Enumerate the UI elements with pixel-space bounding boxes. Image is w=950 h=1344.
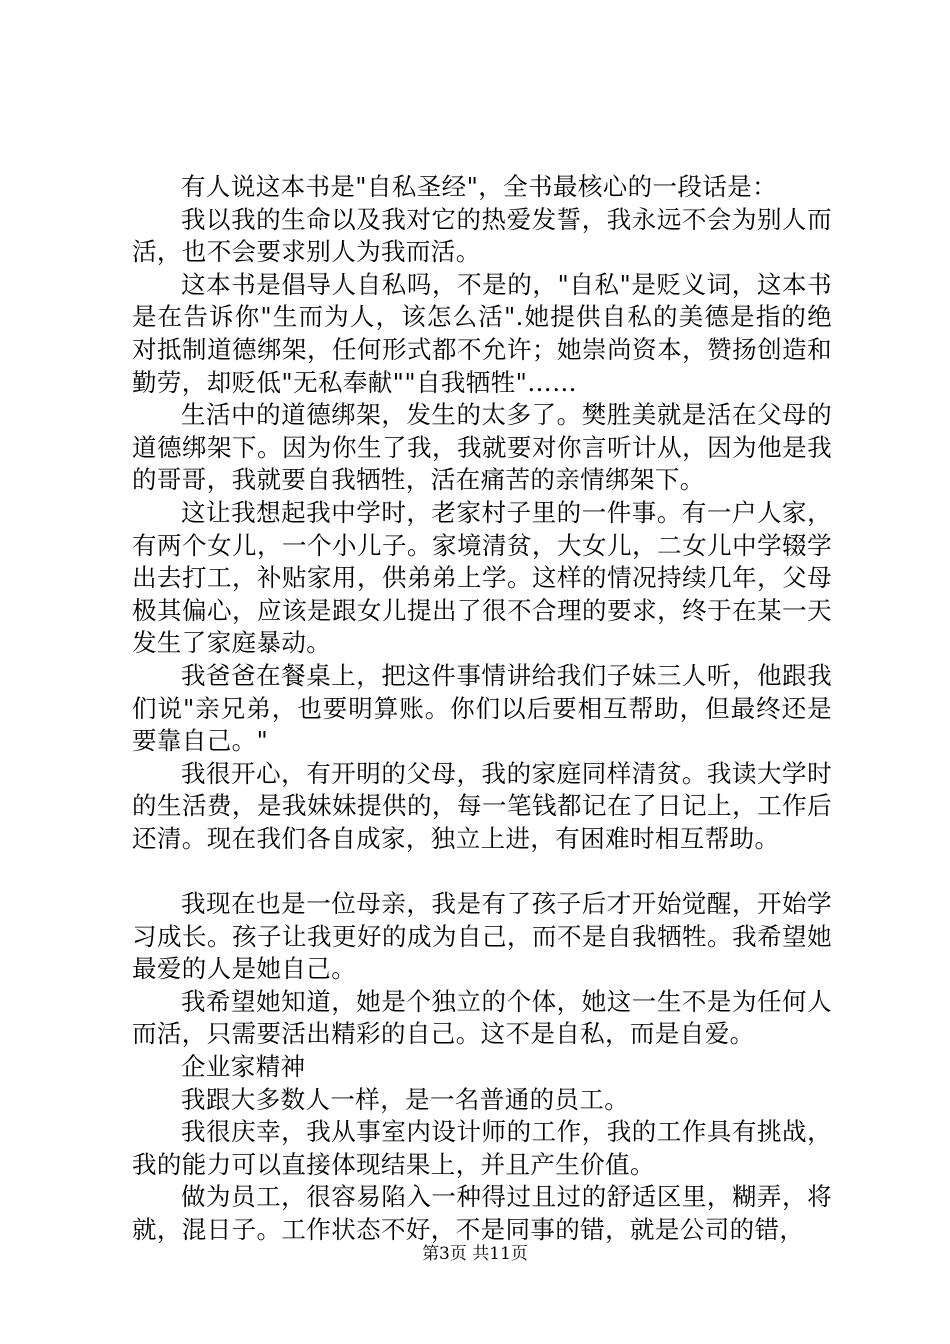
paragraph: 生活中的道德绑架，发生的太多了。樊胜美就是活在父母的道德绑架下。因为你生了我，我就要对你言听计从，因为他是我的哥哥，我就要自我牺牲，活在痛苦的亲情绑架下。 xyxy=(132,400,832,495)
paragraph: 有人说这本书是"自私圣经"，全书最核心的一段话是： xyxy=(181,172,778,201)
body-text xyxy=(132,171,832,1247)
paragraph: 做为员工，很容易陷入一种得过且过的舒适区里，糊弄，将就，混日子。工作状态不好，不是同事的错，就是公司的错， xyxy=(132,1182,832,1244)
paragraph: 我以我的生命以及我对它的热爱发誓，我永远不会为别人而活，也不会要求别人为我而活。 xyxy=(132,204,832,267)
paragraph: 我很庆幸，我从事室内设计师的工作，我的工作具有挑战，我的能力可以直接体现结果上，并且产生价值。 xyxy=(132,1117,832,1179)
page-number: 第3页 共11页 xyxy=(422,1244,528,1264)
paragraph: 我爸爸在餐桌上，把这件事情讲给我们子妹三人听，他跟我们说"亲兄弟，也要明算账。你们以后要相互帮助，但最终还是要靠自己。" xyxy=(132,660,832,756)
paragraph: 这本书是倡导人自私吗，不是的，"自私"是贬义词，这本书是在告诉你"生而为人，该怎么活".她提供自私的美德是指的绝对抵制道德绑架，任何形式都不允许；她崇尚资本，赞扬创造和勤劳，却贬低"无私奉献""自我牺牲"…… xyxy=(132,269,832,397)
paragraph: 我很开心，有开明的父母，我的家庭同样清贫。我读大学时的生活费，是我妹妹提供的，每一笔钱都记在了日记上，工作后还清。现在我们各自成家，独立上进，有困难时相互帮助。 xyxy=(132,758,832,853)
paragraph: 我希望她知道，她是个独立的个体，她这一生不是为任何人而活，只需要活出精彩的自己。这不是自私，而是自爱。 xyxy=(132,986,832,1049)
paragraph: 我现在也是一位母亲，我是有了孩子后才开始觉醒，开始学习成长。孩子让我更好的成为自己，而不是自我牺牲。我希望她最爱的人是她自己。 xyxy=(132,889,832,984)
section-heading: 企业家精神 xyxy=(181,1052,306,1082)
paragraph-spacer xyxy=(132,855,832,888)
paragraph: 这让我想起我中学时，老家村子里的一件事。有一户人家，有两个女儿，一个小儿子。家境清贫，大女儿，二女儿中学辍学出去打工，补贴家用，供弟弟上学。这样的情况持续几年，父母极其偏心，应该是跟女儿提出了很不合理的要求，终于在某一天发生了家庭暴动。 xyxy=(132,497,832,658)
page-footer xyxy=(0,1243,950,1265)
paragraph: 我跟大多数人一样，是一名普通的员工。 xyxy=(181,1084,630,1114)
